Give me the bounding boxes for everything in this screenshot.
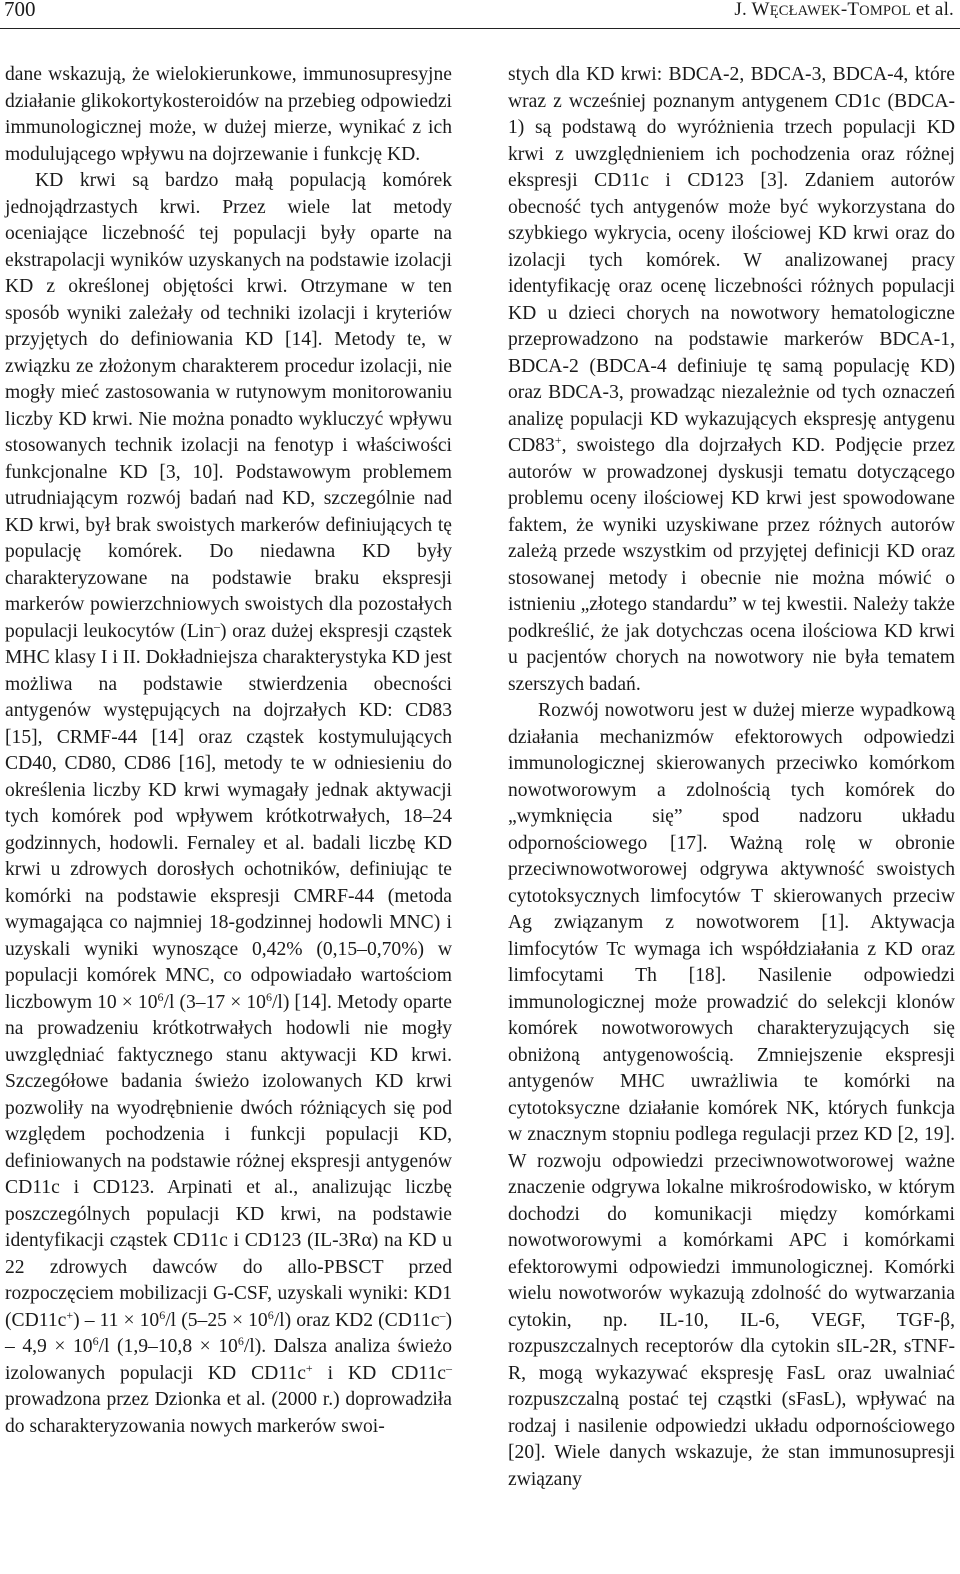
header-rule [0,28,960,29]
left-paragraph-1: dane wskazują, że wielokierunkowe, immunosupresyjne działanie glikokortykosteroidów na przebieg odpowiedzi immunologicznej może, w dużej mierze, wynikać z ich modulującego wpływu na dojrzewanie i funkcję KD. [5,64,452,165]
left-column [5,62,452,1440]
author-dash: -T [840,0,860,20]
running-head-authors [734,0,954,21]
page-number: 700 [4,0,36,21]
right-column [508,62,955,1493]
left-paragraph-2: KD krwi są bardzo małą populacją komórek jednojądrzastych krwi. Przez wiele lat metody oceniające liczebność tej populacji były oparte na ekstrapolacji wyników uzyskanych na podstawie izolacji KD z określonej objętości krwi. Otrzymane w ten sposób wyniki zależały od techniki izolacji i kryteriów przyjętych do definiowania KD [14]. Metody te, w związku ze złożonym charakterem procedur izolacji, nie mogły mieć zastosowania w rutynowym monitorowaniu liczby KD krwi. Nie można ponadto wykluczyć wpływu stosowanych technik izolacji na fenotyp i właściwości funkcjonalne KD [3, 10]. Podstawowym problemem utrudniającym rozwój badań nad KD, szczególnie nad KD krwi, był brak swoistych markerów definiujących tę populację komórek. Do niedawna KD były charakteryzowane na podstawie braku ekspresji markerów powierzchniowych swoistych dla pozostałych populacji leukocytów (Lin–) oraz dużej ekspresji cząstek MHC klasy I i II. Dokładniejsza charakterystyka KD jest możliwa na podstawie stwierdzenia obecności antygenów występujących na dojrzałych KD: CD83 [15], CRMF-44 [14] oraz cząstek kostymulujących CD40, CD80, CD86 [16], metody te w odniesieniu do określenia liczby KD krwi wymagały jednak aktywacji tych komórek pod wpływem krótkotrwałych, 18–24 godzinnych, hodowli. Fernaley et al. badali liczbę KD krwi u zdrowych dorosłych ochotników, definiując te komórki na podstawie ekspresji CMRF-44 (metoda wymagająca co najmniej 18-godzinnej hodowli MNC) i uzyskali wyniki wynoszące 0,42% (0,15–0,70%) w populacji komórek MNC, co odpowiadało wartościom liczbowym $10 \times 10^6/l$ $(3-17 \times 10^6/l)$ [14]. Metody oparte na prowadzeniu krótkotrwałych hodowli nie mogły uwzględniać faktycznego stanu aktywacji KD krwi. Szczegółowe badania świeżo izolowanych KD krwi pozwoliły na wyodrębnienie dwóch różniących się pod względem pochodzenia i funkcji populacji KD, definiowanych na podstawie różnej ekspresji antygenów CD11c i CD123. Arpinati et al., analizując liczbę poszczególnych populacji KD krwi, na podstawie identyfikacji cząstek CD11c i CD123 (IL-3Rα) na KD u 22 zdrowych dawców do allo-PBSCT przed rozpoczęciem mobilizacji G-CSF, uzyskali wyniki: KD1 $(CD11c^+) - 11 \times 10^6/l$ $(5-25 \times 10^6/l)$ oraz KD2 $(CD11c^-) - 4,9 \times 10^6/l$ $(1,9-10,8 \times 10^6/l)$. Dalsza analiza świeżo izolowanych populacji KD CD11c+ i KD CD11c– prowadzona przez Dzionka et al. (2000 r.) doprowadziła do scharakteryzowania nowych markerów swoi- [5,170,452,1437]
right-paragraph-2: Rozwój nowotworu jest w dużej mierze wypadkową działania mechanizmów efektorowych odpowiedzi immunologicznej skierowanych przeciwko komórkom nowotworowym a zdolnością tych komórek do „wymknięcia się” spod nadzoru układu odpornościowego [17]. Ważną rolę w obronie przeciwnowotworowej odgrywa aktywność swoistych cytotoksycznych limfocytów T skierowanych przeciw Ag związanym z nowotworem [1]. Aktywacja limfocytów Tc wymaga ich współdziałania z KD oraz limfocytami Th [18]. Nasilenie odpowiedzi immunologicznej może prowadzić do selekcji klonów komórek nowotworowych charakteryzujących się obniżoną antygenowością. Zmniejszenie ekspresji antygenów MHC uwrażliwia te komórki na cytotoksyczne działanie komórek NK, których funkcja w znacznym stopniu podlega regulacji przez KD [2, 19]. W rozwoju odpowiedzi przeciwnowotworowej ważne znaczenie odgrywa lokalne mikrośrodowisko, w którym dochodzi do komunikacji między komórkami nowotworowymi a komórkami APC i komórkami efektorowymi odpowiedzi immunologicznej. Komórki wielu nowotworów wykazują zdolność do wytwarzania cytokin, np. IL-10, IL-6, VEGF, TGF-β, rozpuszczalnych receptorów dla cytokin sIL-2R, sTNF-R, mogą wykazywać ekspresję FasL oraz uwalniać rozpuszczalną postać tej cząstki (sFasL), wpływać na rodzaj i nasilenie odpowiedzi układu odpornościowego [20]. Wiele danych wskazuje, że stan immunosupresji związany [508,700,955,1490]
author-etal: et al. [910,0,954,20]
page-header [0,0,960,30]
author-initial: J. W [734,0,770,20]
author-smallcaps-1: ĘCŁAWEK [769,3,841,19]
right-paragraph-1: stych dla KD krwi: BDCA-2, BDCA-3, BDCA-4, które wraz z wcześniej poznanym antygenem CD1c (BDCA-1) są podstawą do wyróżnienia trzech populacji KD krwi z uwzględnieniem ich pochodzenia oraz różnej ekspresji CD11c i CD123 [3]. Zdaniem autorów obecność tych antygenów może być wykorzystana do szybkiego wykrycia, oceny ilościowej KD krwi oraz do izolacji tych komórek. W analizowanej pracy identyfikację oraz ocenę liczebności różnych populacji KD u dzieci chorych na nowotwory hematologiczne przeprowadzono na podstawie markerów BDCA-1, BDCA-2 (BDCA-4 definiuje tę samą populację KD) oraz BDCA-3, prowadząc niezależnie od tych oznaczeń analizę populacji KD wykazujących ekspresję antygenu CD83+, swoistego dla dojrzałych KD. Podjęcie przez autorów w prowadzonej dyskusji tematu dotyczącego problemu oceny ilościowej KD krwi jest spowodowane faktem, że wyniki uzyskiwane przez różnych autorów zależą przede wszystkim od przyjętej definicji KD oraz stosowanej metody i obecnie nie można mówić o istnieniu „złotego standardu” w tej kwestii. Należy także podkreślić, że jak dotychczas ocena ilościowa KD krwi u pacjentów chorych na nowotwory nie była tematem szerszych badań. [508,64,955,695]
author-smallcaps-2: OMPOL [859,3,911,19]
